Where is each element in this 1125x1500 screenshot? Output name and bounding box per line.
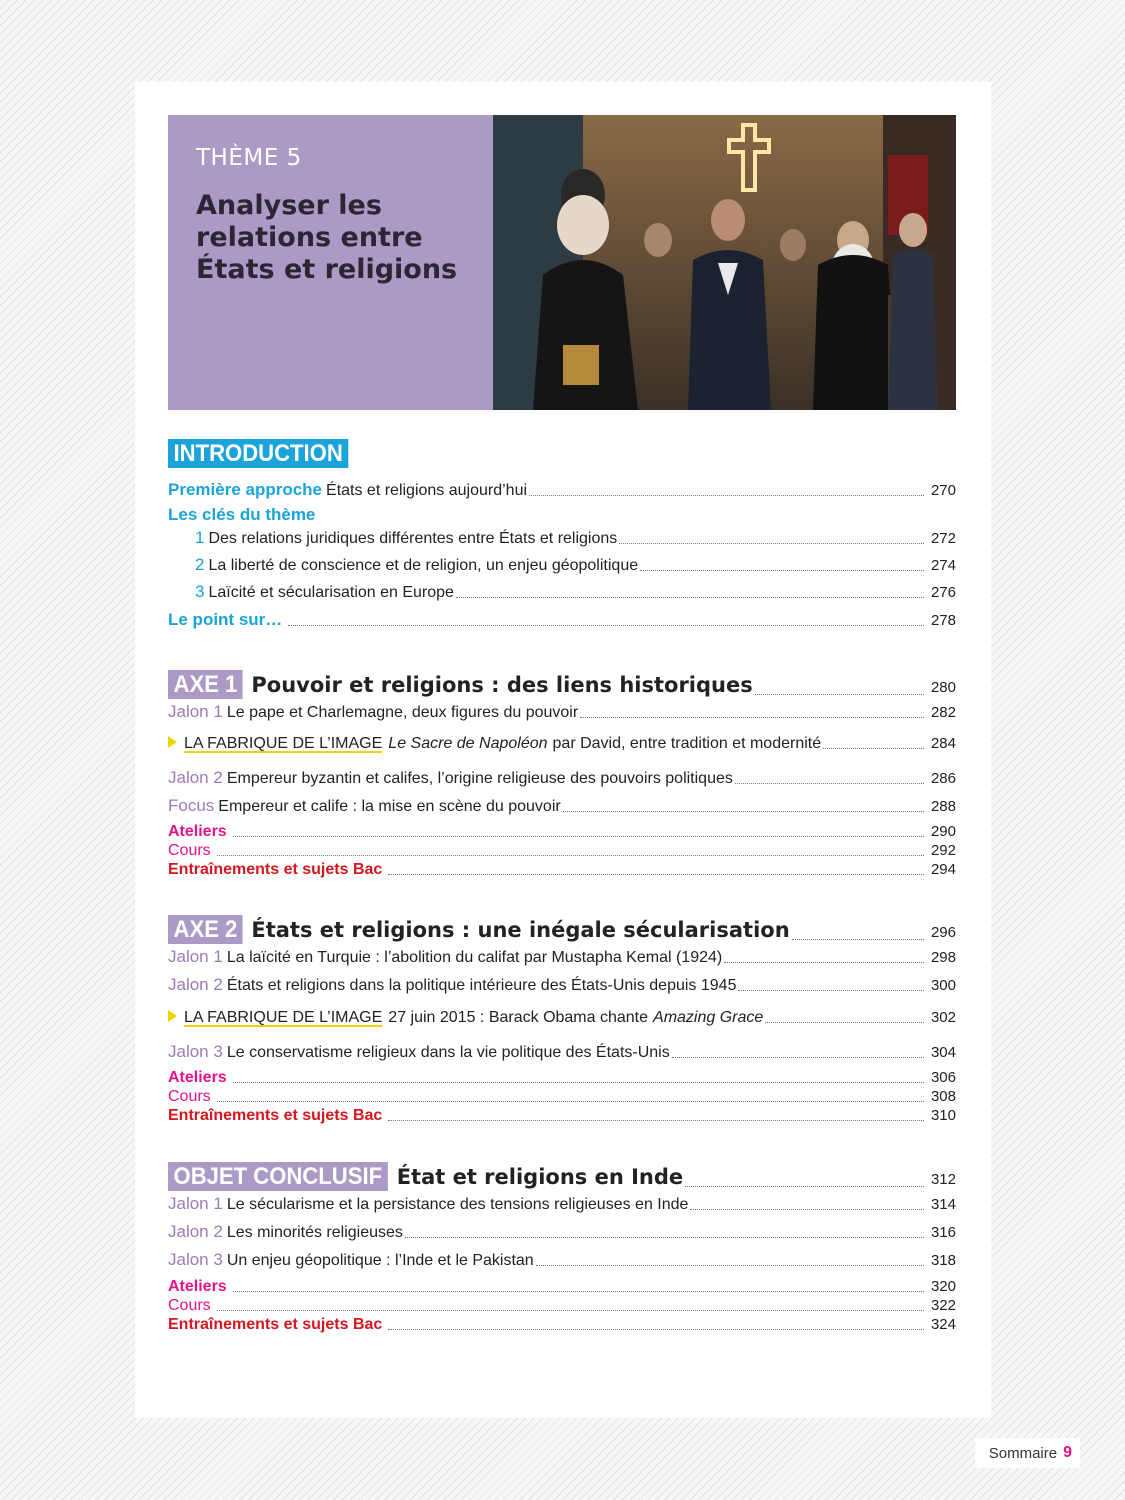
- leader-dots: [456, 596, 924, 598]
- theme-label: THÈME 5: [196, 145, 302, 171]
- page-number: 296: [930, 924, 956, 941]
- leader-dots: [792, 938, 924, 940]
- leader-dots: [823, 747, 924, 749]
- toc-entry-premiere-approche[interactable]: [168, 480, 956, 500]
- page-number: 318: [930, 1252, 956, 1269]
- theme-photo: [493, 115, 956, 410]
- ateliers-label: Ateliers: [168, 1069, 227, 1086]
- toc-axe1-entrainements[interactable]: [168, 861, 956, 879]
- jalon-label: Jalon 1: [168, 947, 223, 966]
- toc-objet-jalon-1[interactable]: [168, 1194, 956, 1214]
- toc-axe1-jalon-2[interactable]: [168, 768, 956, 788]
- entry-text: Un enjeu géopolitique : l’Inde et le Pakistan: [226, 1252, 534, 1269]
- leader-dots: [755, 693, 924, 695]
- leader-dots: [672, 1056, 924, 1058]
- fabrique-italic: Le Sacre de Napoléon: [388, 735, 548, 752]
- toc-objet-jalon-3[interactable]: [168, 1250, 956, 1270]
- entry-lead: Le point sur…: [168, 610, 283, 629]
- entry-number: 1: [195, 528, 205, 547]
- page-number: 282: [930, 704, 956, 721]
- jalon-label: Jalon 1: [168, 1194, 223, 1213]
- toc-axe2-fabrique-image[interactable]: [168, 1009, 956, 1027]
- theme-banner: [168, 115, 956, 410]
- toc-axe1-jalon-1[interactable]: [168, 702, 956, 722]
- entry-text: Empereur et calife : la mise en scène du pouvoir: [218, 798, 561, 815]
- page-number: 316: [930, 1224, 956, 1241]
- page-number: 270: [930, 482, 956, 499]
- footer-label: Sommaire: [988, 1444, 1058, 1462]
- ateliers-label: Ateliers: [168, 1278, 227, 1295]
- toc-heading-cles-du-theme[interactable]: [168, 505, 956, 525]
- toc-axe2-entrainements[interactable]: [168, 1107, 956, 1125]
- fabrique-label: LA FABRIQUE DE L’IMAGE: [184, 1009, 383, 1026]
- entry-text: La liberté de conscience et de religion, un enjeu géopolitique: [208, 557, 639, 574]
- triangle-bullet-icon: [168, 736, 177, 748]
- jalon-label: Jalon 2: [168, 768, 223, 787]
- theme-title: Analyser les relations entre États et religions: [196, 190, 458, 285]
- page-number: 286: [930, 770, 956, 787]
- toc-axe-1-heading[interactable]: [168, 670, 956, 699]
- fabrique-label: LA FABRIQUE DE L’IMAGE: [184, 735, 383, 752]
- toc-axe-2-heading[interactable]: [168, 915, 956, 944]
- entry-lead: Première approche: [168, 480, 323, 499]
- page-number: 298: [930, 949, 956, 966]
- page-number: 312: [930, 1171, 956, 1188]
- leader-dots: [735, 782, 924, 784]
- toc-axe2-ateliers[interactable]: [168, 1069, 956, 1087]
- leader-dots: [388, 1119, 924, 1121]
- entry-text: Les minorités religieuses: [226, 1224, 403, 1241]
- page-number: 306: [930, 1069, 956, 1086]
- leader-dots: [563, 810, 924, 812]
- leader-dots: [217, 1309, 924, 1311]
- toc-entry-cle-1[interactable]: [195, 528, 956, 548]
- toc-objet-cours[interactable]: [168, 1297, 956, 1315]
- leader-dots: [685, 1185, 924, 1187]
- leader-dots: [233, 835, 924, 837]
- theme-panel: [168, 115, 493, 410]
- objet-title: État et religions en Inde: [396, 1165, 684, 1189]
- leader-dots: [388, 873, 924, 875]
- leader-dots: [233, 1081, 924, 1083]
- toc-entry-cle-3[interactable]: [195, 582, 956, 602]
- leader-dots: [233, 1290, 924, 1292]
- footer-page-number: 9: [1063, 1444, 1072, 1461]
- entry-text: Le sécularisme et la persistance des tensions religieuses en Inde: [226, 1196, 689, 1213]
- toc-objet-conclusif-heading[interactable]: [168, 1162, 956, 1191]
- leader-dots: [738, 989, 924, 991]
- leader-dots: [619, 542, 924, 544]
- toc-entry-cle-2[interactable]: [195, 555, 956, 575]
- introduction-tag: INTRODUCTION: [168, 439, 348, 468]
- page-number: 288: [930, 798, 956, 815]
- entry-text: Le pape et Charlemagne, deux figures du pouvoir: [226, 704, 579, 721]
- jalon-label: Jalon 2: [168, 975, 223, 994]
- toc-objet-jalon-2[interactable]: [168, 1222, 956, 1242]
- focus-label: Focus: [168, 796, 215, 815]
- page-number: 324: [930, 1316, 956, 1333]
- page-number: 274: [930, 557, 956, 574]
- leader-dots: [640, 569, 924, 571]
- entry-text: Des relations juridiques différentes entre États et religions: [208, 530, 618, 547]
- page-number: 320: [930, 1278, 956, 1295]
- entrainements-label: Entraînements et sujets Bac: [168, 861, 383, 878]
- page-number: 310: [930, 1107, 956, 1124]
- toc-axe1-fabrique-image[interactable]: [168, 735, 956, 753]
- page-number: 300: [930, 977, 956, 994]
- leader-dots: [288, 624, 924, 626]
- entrainements-label: Entraînements et sujets Bac: [168, 1107, 383, 1124]
- page-number: 290: [930, 823, 956, 840]
- leader-dots: [724, 961, 924, 963]
- axe-1-tag: AXE 1: [168, 670, 243, 699]
- toc-axe2-cours[interactable]: [168, 1088, 956, 1106]
- toc-axe1-focus[interactable]: [168, 796, 956, 816]
- toc-axe1-cours[interactable]: [168, 842, 956, 860]
- page-number: 304: [930, 1044, 956, 1061]
- page-number: 278: [930, 612, 956, 629]
- jalon-label: Jalon 3: [168, 1250, 223, 1269]
- leader-dots: [388, 1328, 924, 1330]
- page-number: 322: [930, 1297, 956, 1314]
- toc-axe2-jalon-2[interactable]: [168, 975, 956, 995]
- ateliers-label: Ateliers: [168, 823, 227, 840]
- entrainements-label: Entraînements et sujets Bac: [168, 1316, 383, 1333]
- entry-text: La laïcité en Turquie : l’abolition du califat par Mustapha Kemal (1924): [226, 949, 723, 966]
- objet-conclusif-tag: OBJET CONCLUSIF: [168, 1162, 388, 1191]
- jalon-label: Jalon 2: [168, 1222, 223, 1241]
- toc-objet-entrainements[interactable]: [168, 1316, 956, 1334]
- axe-title: États et religions : une inégale sécularisation: [251, 918, 790, 942]
- cours-label: Cours: [168, 1297, 211, 1314]
- fabrique-italic: Amazing Grace: [653, 1009, 764, 1026]
- page-number: 314: [930, 1196, 956, 1213]
- entry-text: 27 juin 2015 : Barack Obama chante: [388, 1009, 649, 1026]
- entry-lead: Les clés du thème: [168, 505, 316, 524]
- leader-dots: [580, 716, 924, 718]
- toc-axe2-jalon-3[interactable]: [168, 1042, 956, 1062]
- page-number: 280: [930, 679, 956, 696]
- page-number: 272: [930, 530, 956, 547]
- leader-dots: [765, 1021, 924, 1023]
- page-number: 292: [930, 842, 956, 859]
- entry-text: Le conservatisme religieux dans la vie politique des États-Unis: [226, 1044, 670, 1061]
- leader-dots: [217, 1100, 924, 1102]
- entry-text: Empereur byzantin et califes, l’origine religieuse des pouvoirs politiques: [226, 770, 733, 787]
- toc-page: [135, 82, 991, 1418]
- axe-2-tag: AXE 2: [168, 915, 243, 944]
- entry-text: par David, entre tradition et modernité: [552, 735, 822, 752]
- entry-text: Laïcité et sécularisation en Europe: [208, 584, 454, 601]
- toc-entry-point-sur[interactable]: [168, 610, 956, 630]
- cours-label: Cours: [168, 842, 211, 859]
- leader-dots: [536, 1264, 924, 1266]
- page-footer: [975, 1438, 1080, 1468]
- axe-title: Pouvoir et religions : des liens historiques: [251, 673, 753, 697]
- entry-text: États et religions dans la politique intérieure des États-Unis depuis 1945: [226, 977, 737, 994]
- triangle-bullet-icon: [168, 1010, 177, 1022]
- jalon-label: Jalon 1: [168, 702, 223, 721]
- leader-dots: [217, 854, 924, 856]
- page-number: 284: [930, 735, 956, 752]
- entry-text: États et religions aujourd’hui: [326, 482, 528, 499]
- toc-axe2-jalon-1[interactable]: [168, 947, 956, 967]
- entry-number: 3: [195, 582, 205, 601]
- entry-number: 2: [195, 555, 205, 574]
- cours-label: Cours: [168, 1088, 211, 1105]
- toc-objet-ateliers[interactable]: [168, 1278, 956, 1296]
- page-number: 308: [930, 1088, 956, 1105]
- leader-dots: [690, 1208, 924, 1210]
- page-number: 302: [930, 1009, 956, 1026]
- jalon-label: Jalon 3: [168, 1042, 223, 1061]
- leader-dots: [529, 494, 924, 496]
- page-number: 294: [930, 861, 956, 878]
- page-number: 276: [930, 584, 956, 601]
- leader-dots: [405, 1236, 924, 1238]
- toc-axe1-ateliers[interactable]: [168, 823, 956, 841]
